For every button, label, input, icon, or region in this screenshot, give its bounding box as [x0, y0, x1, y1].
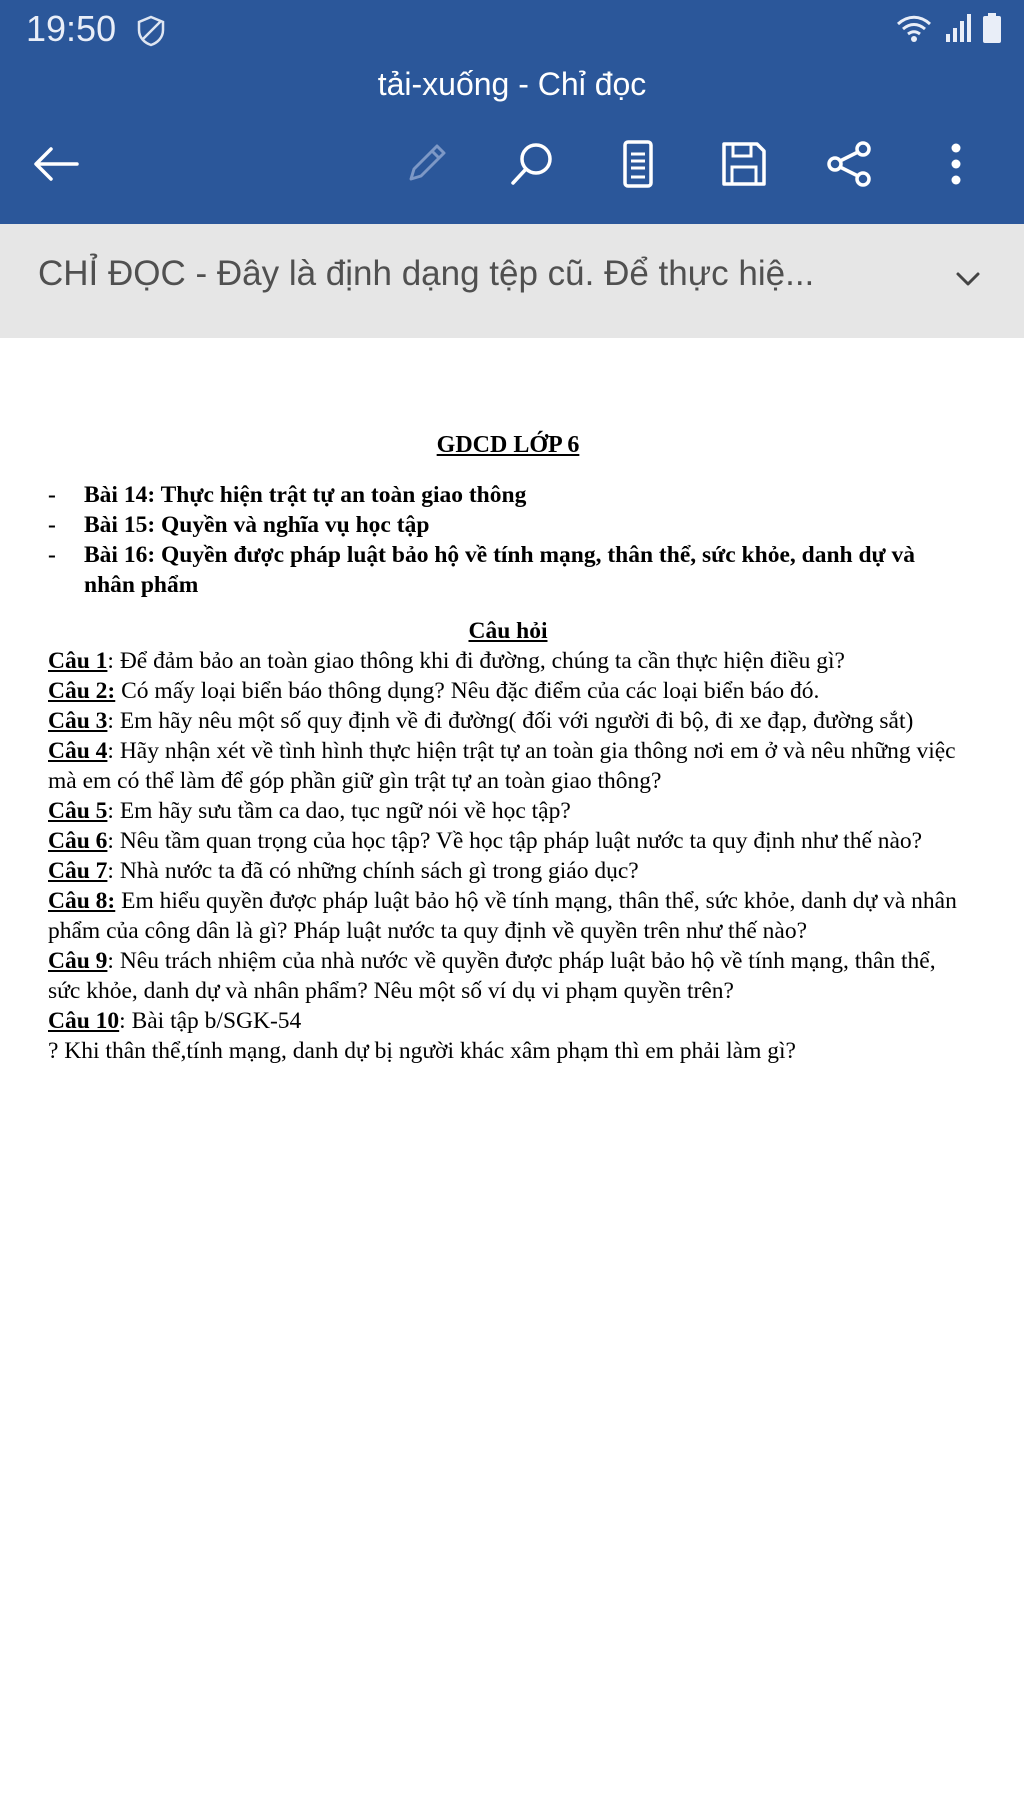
status-bar — [0, 0, 1024, 60]
question-item — [48, 676, 968, 706]
question-label: Câu 6 — [48, 828, 108, 854]
question-item: Câu 9: Nêu trách nhiệm của nhà nước về quyền được pháp luật bảo hộ về tính mạng, thân thể, sức khỏe, danh dự và nhân phẩm? Nêu một số ví dụ vi phạm quyền trên? — [48, 948, 936, 1004]
question-item: Câu 1: Để đảm bảo an toàn giao thông khi đi đường, chúng ta cần thực hiện điều gì? — [48, 648, 845, 674]
question-item: Câu 3: Em hãy nêu một số quy định về đi đường( đối với người đi bộ, đi xe đạp, đường sắt) — [48, 708, 914, 734]
document-title: tải-xuống - Chỉ đọc — [377, 66, 647, 102]
question-label: Câu 3 — [48, 708, 108, 734]
banner-text: CHỈ ĐỌC - Đây là định dạng tệp cũ. Để thực hiệ... — [38, 254, 815, 293]
status-time: 19:50 — [26, 8, 117, 49]
question-text: Em hãy sưu tầm ca dao, tục ngữ nói về học tập? — [113, 798, 571, 824]
back-arrow-icon[interactable] — [26, 134, 86, 194]
lesson-item: - Bài 15: Quyền và nghĩa vụ học tập — [48, 512, 430, 538]
question-text: Hãy nhận xét về tình hình thực hiện trật tự an toàn gia thông nơi em ở và nêu những việc mà em có thể làm để góp phần giữ gìn trật tự an toàn giao thông? — [48, 738, 956, 794]
section-heading: Câu hỏi — [468, 618, 548, 644]
toolbar — [0, 134, 1024, 194]
question-label: Câu 2: — [48, 678, 116, 704]
wifi-icon — [894, 12, 934, 48]
question-label: Câu 4 — [48, 738, 108, 764]
battery-icon — [982, 12, 1002, 48]
question-text: Bài tập b/SGK-54 — [125, 1008, 302, 1034]
question-text: Em hiểu quyền được pháp luật bảo hộ về tính mạng, thân thể, sức khỏe, danh dự và nhân phẩm của công dân là gì? Pháp luật nước ta quy định về quyền trên như thế nào? — [48, 888, 957, 944]
question-label: Câu 8: — [48, 888, 116, 914]
question-label: Câu 9 — [48, 948, 108, 974]
question-item — [48, 886, 968, 946]
question-text: Nêu trách nhiệm của nhà nước về quyền được pháp luật bảo hộ về tính mạng, thân thể, sức khỏe, danh dự và nhân phẩm? Nêu một số ví dụ vi phạm quyền trên? — [48, 948, 936, 1004]
question-text: Nêu tầm quan trọng của học tập? Về học tập pháp luật nước ta quy định như thế nào? — [113, 828, 923, 854]
question-item: Câu 7: Nhà nước ta đã có những chính sách gì trong giáo dục? — [48, 858, 639, 884]
question-label: Câu 1 — [48, 648, 108, 674]
question-text: Có mấy loại biển báo thông dụng? Nêu đặc điểm của các loại biển báo đó. — [115, 678, 820, 704]
read-only-banner[interactable] — [0, 224, 1024, 338]
question-item: Câu 5: Em hãy sưu tầm ca dao, tục ngữ nói về học tập? — [48, 798, 571, 824]
chevron-down-icon[interactable] — [948, 260, 988, 300]
question-label: Câu 7 — [48, 858, 108, 884]
question-label: Câu 10 — [48, 1008, 120, 1034]
final-question: ? Khi thân thể,tính mạng, danh dự bị người khác xâm phạm thì em phải làm gì? — [48, 1038, 796, 1064]
lesson-item: - Bài 14: Thực hiện trật tự an toàn giao thông — [48, 482, 527, 508]
more-icon[interactable] — [926, 134, 986, 194]
question-text: Nhà nước ta đã có những chính sách gì trong giáo dục? — [113, 858, 639, 884]
pencil-icon[interactable] — [396, 134, 456, 194]
app-bar — [0, 0, 1024, 224]
share-icon[interactable] — [820, 134, 880, 194]
document-page[interactable] — [0, 338, 1024, 1820]
search-icon[interactable] — [502, 134, 562, 194]
question-label: Câu 5 — [48, 798, 108, 824]
signal-icon — [944, 12, 972, 48]
doc-heading: GDCD LỚP 6 — [436, 432, 580, 458]
question-item: Câu 10: Bài tập b/SGK-54 — [48, 1008, 302, 1034]
question-text: Em hãy nêu một số quy định về đi đường( đối với người đi bộ, đi xe đạp, đường sắt) — [113, 708, 914, 734]
question-text: Để đảm bảo an toàn giao thông khi đi đường, chúng ta cần thực hiện điều gì? — [113, 648, 845, 674]
shield-icon — [134, 14, 168, 48]
lesson-item: - Bài 16: Quyền được pháp luật bảo hộ về tính mạng, thân thể, sức khỏe, danh dự và nhân phẩm — [48, 542, 916, 598]
document-content — [48, 430, 968, 1066]
mobile-view-icon[interactable] — [608, 134, 668, 194]
question-item: Câu 6: Nêu tầm quan trọng của học tập? Về học tập pháp luật nước ta quy định như thế nào? — [48, 828, 923, 854]
save-icon[interactable] — [714, 134, 774, 194]
question-item: Câu 4: Hãy nhận xét về tình hình thực hiện trật tự an toàn gia thông nơi em ở và nêu những việc mà em có thể làm để góp phần giữ gìn trật tự an toàn giao thông? — [48, 738, 956, 794]
